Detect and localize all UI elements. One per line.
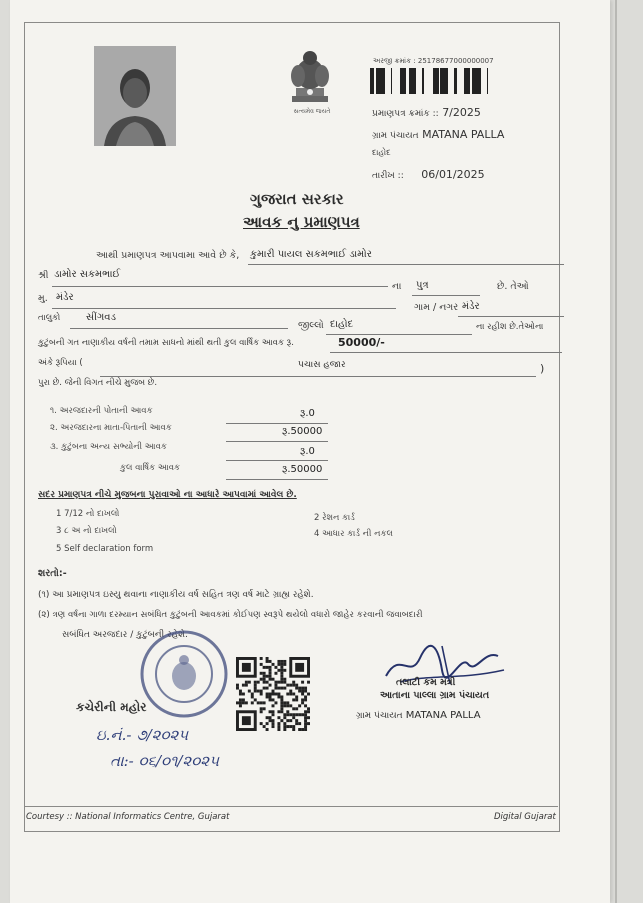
- words-close: ): [540, 362, 545, 375]
- intro-text: આથી પ્રમાણપત્ર આપવામા આવે છે કે,: [96, 250, 240, 261]
- income-total-label: કુલ વાર્ષિક આવક: [120, 463, 180, 473]
- footer-courtesy: Courtesy :: National Informatics Centre, Gujarat: [26, 812, 230, 822]
- document-item: 4 આધાર કાર્ડ ની નકલ: [314, 529, 393, 539]
- income-row-label: ૩. કુટુંબના અન્ય સભ્યોની આવક: [50, 442, 167, 452]
- emblem-caption: સત્યમેવ જયતે: [293, 108, 331, 115]
- conditions-heading: શરતો:-: [38, 568, 67, 579]
- village-label: ગામ / નગર: [414, 302, 459, 313]
- details-line: પુરા છે. જેની વિગત નીચે મુજબ છે.: [38, 378, 158, 388]
- barcode-icon: [370, 68, 488, 94]
- document-item: 2 રેશન કાર્ડ: [314, 513, 355, 523]
- applicant-name: કુમારી પાયલ સકમભાઈ ડામોર: [250, 249, 372, 260]
- condition-item: (૧) આ પ્રમાણપત્ર ઇસ્યુ થવાના નાણાકીય વર્ષ સહિત ત્રણ વર્ષ માટે ગ્રાહ્ય રહેશે.: [38, 590, 314, 600]
- taluka-label: તાલુકો: [38, 313, 61, 323]
- applicant-photo: [94, 46, 176, 146]
- amount-in-words: પચાસ હજાર: [298, 360, 346, 370]
- income-row-value: રૂ.50000: [282, 426, 323, 437]
- income-sentence: કુટુંબની ગત નાણાકીય વર્ષની તમામ સાધનો માંથી થતી કુલ વાર્ષિક આવક રૂ.: [38, 338, 294, 348]
- condition-item: (૨) ત્રણ વર્ષના ગાળા દરમ્યાન સબંધિત કુટુંબની આવકમાં કોઈપણ સ્વરૂપે થયેલો વધારો જાહેર કરવાની જવાબદારી: [38, 610, 423, 620]
- income-amount: 50000/-: [338, 336, 385, 349]
- handwritten-date-note: તા:- ૦૬/૦૧/૨૦૨૫: [110, 752, 219, 770]
- income-row-label: ૧. અરજદારની પોતાની આવક: [50, 406, 153, 416]
- words-label: અંકે રૂપિયા (: [38, 358, 83, 368]
- official-name: આતાના પાલ્લા ગ્રામ પંચાયત: [380, 690, 490, 701]
- village-name: મંડેર: [56, 292, 74, 303]
- barcode-label: અરજી ક્રમાંક : 25178677000000007: [373, 57, 494, 65]
- government-title: ગુજરાત સરકાર: [250, 190, 344, 208]
- district-name: દાહોદ: [330, 319, 354, 330]
- signature-panchayat: ગ્રામ પંચાયત MATANA PALLA: [356, 710, 481, 721]
- relation-label: ના: [392, 281, 402, 292]
- income-total-value: રૂ.50000: [282, 464, 323, 475]
- relation-value: પુત્ર: [416, 280, 429, 291]
- panchayat-name: ગ્રામ પંચાયત MATANA PALLA: [372, 128, 505, 141]
- documents-heading: સદર પ્રમાણપત્ર નીચે મુજબના પુરાવાઓ ના આધારે આપવામાં આવેલ છે.: [38, 490, 297, 500]
- certificate-number: પ્રમાણપત્ર ક્રમાંક :: 7/2025: [372, 106, 481, 119]
- father-name: ડામોર સકમભાઈ: [54, 269, 121, 280]
- official-title: તલાટી કમ મંત્રી: [396, 677, 456, 688]
- income-row-value: રૂ.0: [300, 446, 315, 457]
- taluka-name: સીંગવડ: [86, 312, 116, 323]
- condition-continuation: સબંધિત અરજદાર / કુટુંબની રહેશે.: [62, 630, 188, 640]
- header-district: દાહોદ: [372, 148, 391, 157]
- father-prefix: શ્રી: [38, 270, 49, 281]
- inward-number-note: ઇ.નં.- ૭/૨૦૨૫: [96, 726, 189, 744]
- income-row-label: ૨. અરજદારના માતા-પિતાની આવક: [50, 423, 172, 433]
- panchayat-seal-icon: [138, 628, 230, 720]
- certificate-title: આવક નુ પ્રમાણપત્ર: [243, 213, 360, 231]
- village-name-2: મંડેર: [462, 301, 480, 312]
- district-label: જીલ્લો: [298, 320, 324, 331]
- income-row-value: રૂ.0: [300, 408, 315, 419]
- issue-date: તારીખ :: 06/01/2025: [372, 168, 485, 181]
- page-edge: [615, 0, 617, 903]
- relation-suffix: છે. તેઓ: [497, 281, 529, 292]
- document-item: 1 7/12 નો દાખલો: [56, 509, 120, 519]
- footer-brand: Digital Gujarat: [494, 812, 556, 822]
- office-stamp-label: કચેરીની મહોર: [76, 700, 147, 714]
- document-item: 3 ૮ અ નો દાખલો: [56, 526, 117, 536]
- village-prefix: મુ.: [38, 293, 48, 304]
- qr-code-icon: [236, 657, 310, 731]
- document-item: 5 Self declaration form: [56, 544, 154, 554]
- state-emblem-icon: [284, 44, 336, 114]
- resident-label: ના રહીશ છે.તેઓના: [476, 322, 544, 332]
